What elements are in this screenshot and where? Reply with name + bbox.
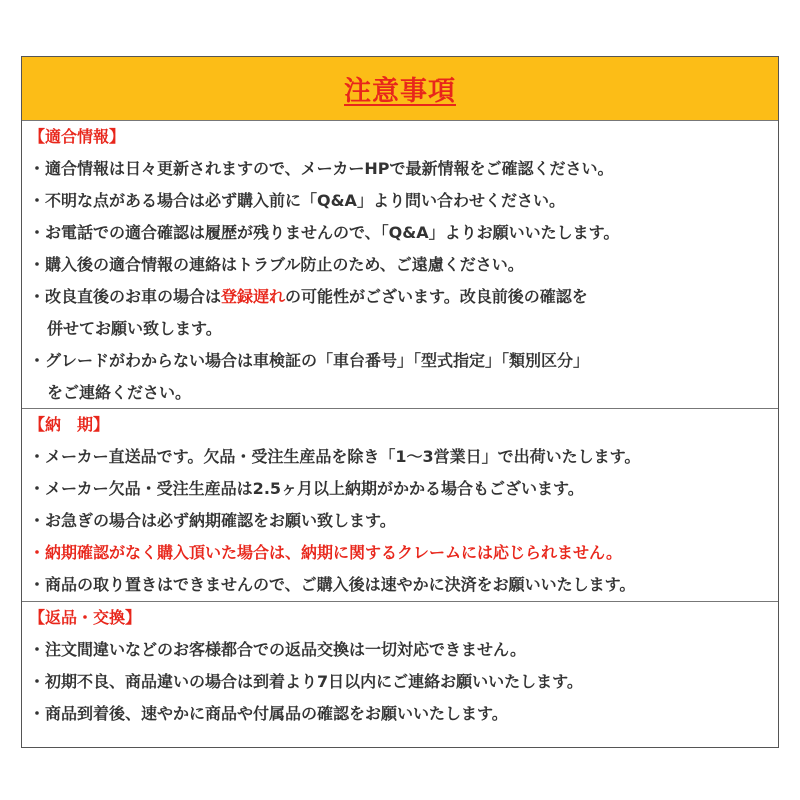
section-delivery	[22, 409, 778, 602]
section-heading: 【納 期】	[29, 415, 110, 434]
list-item-text: ・改良直後のお車の場合は	[29, 287, 222, 306]
list-item: ・お電話での適合確認は履歴が残りませんので、「Q&A」よりお願いいたします。	[29, 223, 620, 242]
list-item: ・初期不良、商品違いの場合は到着より7日以内にご連絡お願いいたします。	[29, 672, 583, 691]
list-item-continuation: 併せてお願い致します。	[47, 319, 222, 338]
notice-title: 注意事項	[344, 76, 456, 107]
section-heading: 【返品・交換】	[29, 608, 142, 627]
list-item: ・商品到着後、速やかに商品や付属品の確認をお願いいたします。	[29, 704, 508, 723]
list-item-continuation: をご連絡ください。	[47, 383, 192, 402]
section-returns	[22, 602, 778, 747]
warning-item: ・納期確認がなく購入頂いた場合は、納期に関するクレームには応じられません。	[29, 543, 622, 562]
list-item-text: の可能性がございます。改良前後の確認を	[285, 287, 588, 306]
highlight-text: 登録遅れ	[221, 287, 286, 306]
notice-header	[22, 57, 778, 121]
list-item: ・不明な点がある場合は必ず購入前に「Q&A」より問い合わせください。	[29, 191, 565, 210]
notice-box	[21, 56, 779, 748]
list-item: ・メーカー欠品・受注生産品は2.5ヶ月以上納期がかかる場合もございます。	[29, 479, 584, 498]
list-item: ・購入後の適合情報の連絡はトラブル防止のため、ご遠慮ください。	[29, 255, 524, 274]
list-item: ・グレードがわからない場合は車検証の「車台番号」「型式指定」「類別区分」	[29, 351, 590, 370]
section-heading: 【適合情報】	[29, 127, 126, 146]
list-item: ・メーカー直送品です。欠品・受注生産品を除き「1～3営業日」で出荷いたします。	[29, 447, 641, 466]
list-item: ・商品の取り置きはできませんので、ご購入後は速やかに決済をお願いいたします。	[29, 575, 636, 594]
list-item: ・注文間違いなどのお客様都合での返品交換は一切対応できません。	[29, 640, 526, 659]
section-compatibility-info	[22, 121, 778, 409]
list-item: ・適合情報は日々更新されますので、メーカーHPで最新情報をご確認ください。	[29, 159, 614, 178]
list-item	[29, 281, 778, 313]
list-item: ・お急ぎの場合は必ず納期確認をお願い致します。	[29, 511, 396, 530]
